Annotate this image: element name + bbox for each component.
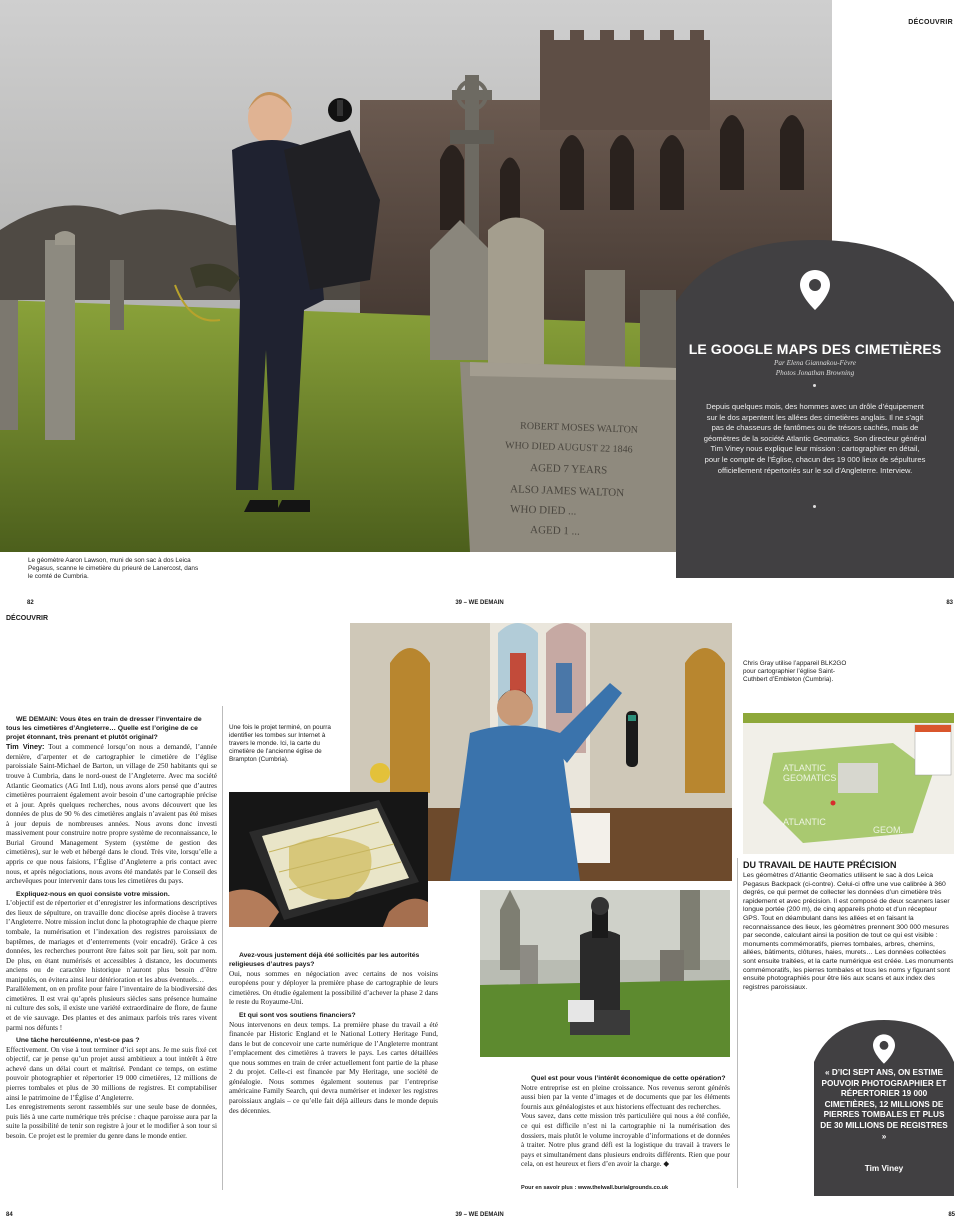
map-watermark-4: GEOM. (873, 825, 904, 835)
magazine-footer: 39 – WE DEMAIN (455, 600, 504, 606)
interview-paragraph: Oui, nous sommes en négociation avec certains de nos voisins européens pour y déployer la première phase de cartographie de leurs cimetières. On étudie également la possibilité d’achever la phase 2 dans le reste du Royaume-Uni. (229, 969, 438, 1007)
location-pin-icon (873, 1034, 895, 1064)
article-photographer: Photos Jonathan Browning (775, 369, 855, 377)
article-title: LE GOOGLE MAPS DES CIMETIÈRES (688, 341, 942, 357)
page-number: 82 (27, 600, 34, 606)
headstone-line-1: ROBERT MOSES WALTON (519, 420, 639, 436)
sidebar-text: Les géomètres d’Atlantic Geomatics utilisent le sac à dos Leica Pegasus Backpack (ci-contre). Celui-ci offre une vue calibrée à 360 degrés, ce qui permet de collecter les données d’un cimetière très rapidement et avec précision. Il est composé de deux scanners laser longue portée (200 m), de cinq appareils photo et d’un récepteur GPS. Tout en déambulant dans les allées et en faisant la reconnaissance des lieux, les géomètres prennent 300 000 mesures par seconde, calculant ainsi la position de tout ce qui est visible : monuments commémoratifs, pierres tombales, arbres, chemins, allées, bâtiments, clôtures, haies, murets… Les données collectées sont ensuite traitées, et la carte numérique est créée. Les monuments commémoratifs, les pierres tombales et tous les noms y figurant sont ensuite photographiés pour être liés aux scans et aux index des registres paroissiaux. (743, 872, 954, 991)
interview-question: Et qui sont vos soutiens financiers? (239, 1011, 356, 1019)
map-watermark-2: GEOMATICS (783, 773, 837, 783)
title-card (676, 240, 954, 578)
interview-column-3 (521, 1071, 730, 1170)
interview-column-2 (229, 948, 438, 1116)
article-author: Par Elena Giannakou-Fèvre (774, 359, 856, 367)
tablet-caption: Une fois le projet terminé, on pourra identifier les tombes sur Internet à travers le monde. Ici, la carte du cimetière de l’ancienne église de Brampton (Cumbria). (229, 724, 331, 763)
column-rule (737, 858, 738, 1188)
quote-card (814, 1020, 954, 1196)
headstone-line-2: WHO DIED AUGUST 22 1846 (504, 440, 633, 456)
article-intro: Depuis quelques mois, des hommes avec un drôle d’équipement sur le dos arpentent les allées des cimetières anglais. Il ne s’agit pas de chasseurs de fantômes ou de trésors cachés, mais de géomètres de la société Atlantic Geomatics. Son directeur général Tim Viney nous explique leur mission : cartographier en détail, pour le compte de l’Église, chacun des 19 000 lieux de sépultures officiellement répertoriés sur le sol d’Angleterre. Interview. (703, 402, 927, 475)
headstone-line-6: AGED 1 ... (529, 523, 581, 538)
location-pin-icon (800, 270, 830, 310)
interview-answer (6, 742, 217, 886)
headstone-line-5: WHO DIED ... (509, 503, 577, 518)
map-screenshot (743, 713, 954, 854)
column-rule (222, 706, 223, 1190)
interview-paragraph: Les enregistrements seront rassemblés sur une seule base de données, puis liés à une carte numérique très précise : chaque paroisse aura par la suite la possibilité de tenir son registre à jour et le modifier à son tour si besoin. Ce projet est le premier du genre dans le monde entier. (6, 1103, 217, 1140)
scanner-caption: Chris Gray utilise l’appareil BLK2GO pour cartographier l’église Saint-Cuthbert d’Embleton (Cumbria). (743, 660, 847, 683)
interview-paragraph: Effectivement. On vise à tout terminer d’ici sept ans. Je me suis fixé cet objectif, car je pense qu’un projet aussi ambitieux a tout intérêt à être achevé dans un délai court et maîtrisé. Pendant ce temps, on estime pouvoir photographier et répertorier 19 000 cimetières, 12 millions de pierres tombales et plus de 30 millions de registres. Et comptabiliser ainsi le patrimoine de l’Église d’Angleterre. (6, 1045, 217, 1102)
map-watermark-3: ATLANTIC (783, 817, 826, 827)
interview-question: Expliquez-nous en quoi consiste votre mission. (16, 890, 170, 898)
headstone-line-4: ALSO JAMES WALTON (509, 483, 625, 500)
interview-column-1 (6, 712, 217, 1141)
separator-dot (813, 384, 816, 387)
interview-question: Quel est pour vous l’intérêt économique de cette opération? (531, 1075, 726, 1082)
backpack-photo (480, 890, 730, 1057)
page-number: 83 (946, 600, 953, 606)
photo-caption: Le géomètre Aaron Lawson, muni de son sac à dos Leica Pegasus, scanne le cimetière du prieuré de Lanercost, dans le comté de Cumbria. (28, 557, 199, 580)
separator-dot (813, 505, 816, 508)
page-number: 84 (6, 1212, 13, 1218)
answer-text: Tout a commencé lorsqu’on nous a demandé, l’année dernière, d’arpenter et de cartographier le cimetière de l’église paroissiale Saint-Michael de Barton, un village de 250 habitants qui se trouve à Cumbria, dans le nord-ouest de l’Angleterre. Avec ma société Atlantic Geomatics (AG Intl Ltd), nous avons alors pensé que d’autres cimetières pourraient également avoir besoin d’une cartographie précise et à jour. Après quelques recherches, nous avons découvert que les données de plus de 90 % des cimetières anglais n’avaient pas été mises à jour depuis de nombreuses années. Nous avons donc investi massivement pour construire notre propre système de reconnaissance, le Burial Ground Management System (système de gestion des cimetières), sur le web et hébergé dans le cloud. Très vite, lorsqu’elle a appris ce que nous faisions, l’Église d’Angleterre a pris contact avec nous, et après négociations, nous avons été mandatés par le Conseil des archevêques pour intervenir dans tous les cimetières du pays. (6, 743, 217, 886)
interview-paragraph: L’objectif est de répertorier et d’enregistrer les informations descriptives des lieux de sépulture, on travaille donc diocèse après diocèse à travers l’Angleterre. Notre mission inclut donc la photographie de chaque pierre tombale, la numérisation et l’indexation des registres paroissiaux de baptêmes, de mariages et d’enterrements (voir encadré). Grâce à ces données, les recherches pourront être faites soit par lieu, soit par nom. De plus, en étant numérisés et accessibles à distance, les documents anciens ou de caractère historique n’auront plus besoin d’être manipulés, on évitera ainsi leur détérioration et les abus éventuels… (6, 899, 217, 984)
page-number: 85 (948, 1212, 955, 1218)
interview-question: Avez-vous justement déjà été sollicités par les autorités religieuses d’autres pays? (229, 952, 420, 968)
interview-paragraph: Parallèlement, on en profite pour faire l’inventaire de la biodiversité des cimetières. Il est vrai qu’après plusieurs siècles sans présence humaine ni culture des sols, il existe une variété extraordinaire de flore, de faune et de vie sauvage. Des plantes et des animaux parfois très rares vivent parmi nos défunts ! (6, 985, 217, 1032)
speaker-name: Tim Viney: (6, 742, 45, 752)
more-info-link: Pour en savoir plus : www.thelwall.burialgrounds.co.uk (521, 1185, 669, 1191)
magazine-footer: 39 – WE DEMAIN (455, 1212, 504, 1218)
tablet-photo (229, 792, 428, 927)
interview-paragraph: Notre entreprise est en pleine croissance. Nos revenus seront générés aussi bien par la vente d’images et de documents que par les éléments fournis aux généalogistes et aux historiens effectuant des recherches. (521, 1083, 730, 1111)
pull-quote: « D’ICI SEPT ANS, ON ESTIME POUVOIR PHOTOGRAPHIER ET RÉPERTORIER 19 000 CIMETIÈRES, 12 MILLIONS DE PIERRES TOMBALES ET PLUS DE 30 MILLIONS DE REGISTRES » (820, 1068, 948, 1141)
section-label: DÉCOUVRIR (6, 615, 49, 622)
map-watermark-1: ATLANTIC (783, 763, 826, 773)
interview-question: WE DEMAIN: Vous êtes en train de dresser l’inventaire de tous les cimetières d’Angleterre… Quelle est l’origine de ce projet étonnant, très prenant et plutôt original? (6, 716, 202, 741)
interview-paragraph: Nous intervenons en deux temps. La première phase du travail a été financée par Historic England et le National Lottery Heritage Fund, dans le but de concevoir une carte numérique de l’Angleterre montrant l’emplacement des cimetières à travers le pays. Les cartes détaillées que nous sommes en train de créer actuellement font partie de la phase 2 du projet. Celle-ci est financée par My Heritage, une société de généalogie. Nous sommes également soutenus par l’entreprise américaine Family Search, qui devra numériser et indexer les registres paroissiaux anglais – ce qu’elle fait déjà ailleurs dans le monde depuis des décennies. (229, 1020, 438, 1115)
interview-paragraph: Vous savez, dans cette mission très particulière qui nous a été confiée, ce qui est difficile n’est ni la cartographie ni la numérisation des dossiers, mais plutôt le volume incroyable d’informations et de données à traiter. Notre plus grand défi est la logistique du travail à travers le pays et simultanément dans plusieurs endroits différents. Rien que pour cela, on est heureux et fiers d’en avoir la charge. ◆ (521, 1112, 730, 1169)
pull-quote-author: Tim Viney (864, 1164, 904, 1173)
headstone-line-3: AGED 7 YEARS (529, 461, 608, 477)
sidebar-title: DU TRAVAIL DE HAUTE PRÉCISION (743, 860, 897, 870)
section-label: DÉCOUVRIR (908, 19, 953, 26)
interview-question: Une tâche herculéenne, n’est-ce pas ? (16, 1037, 140, 1045)
